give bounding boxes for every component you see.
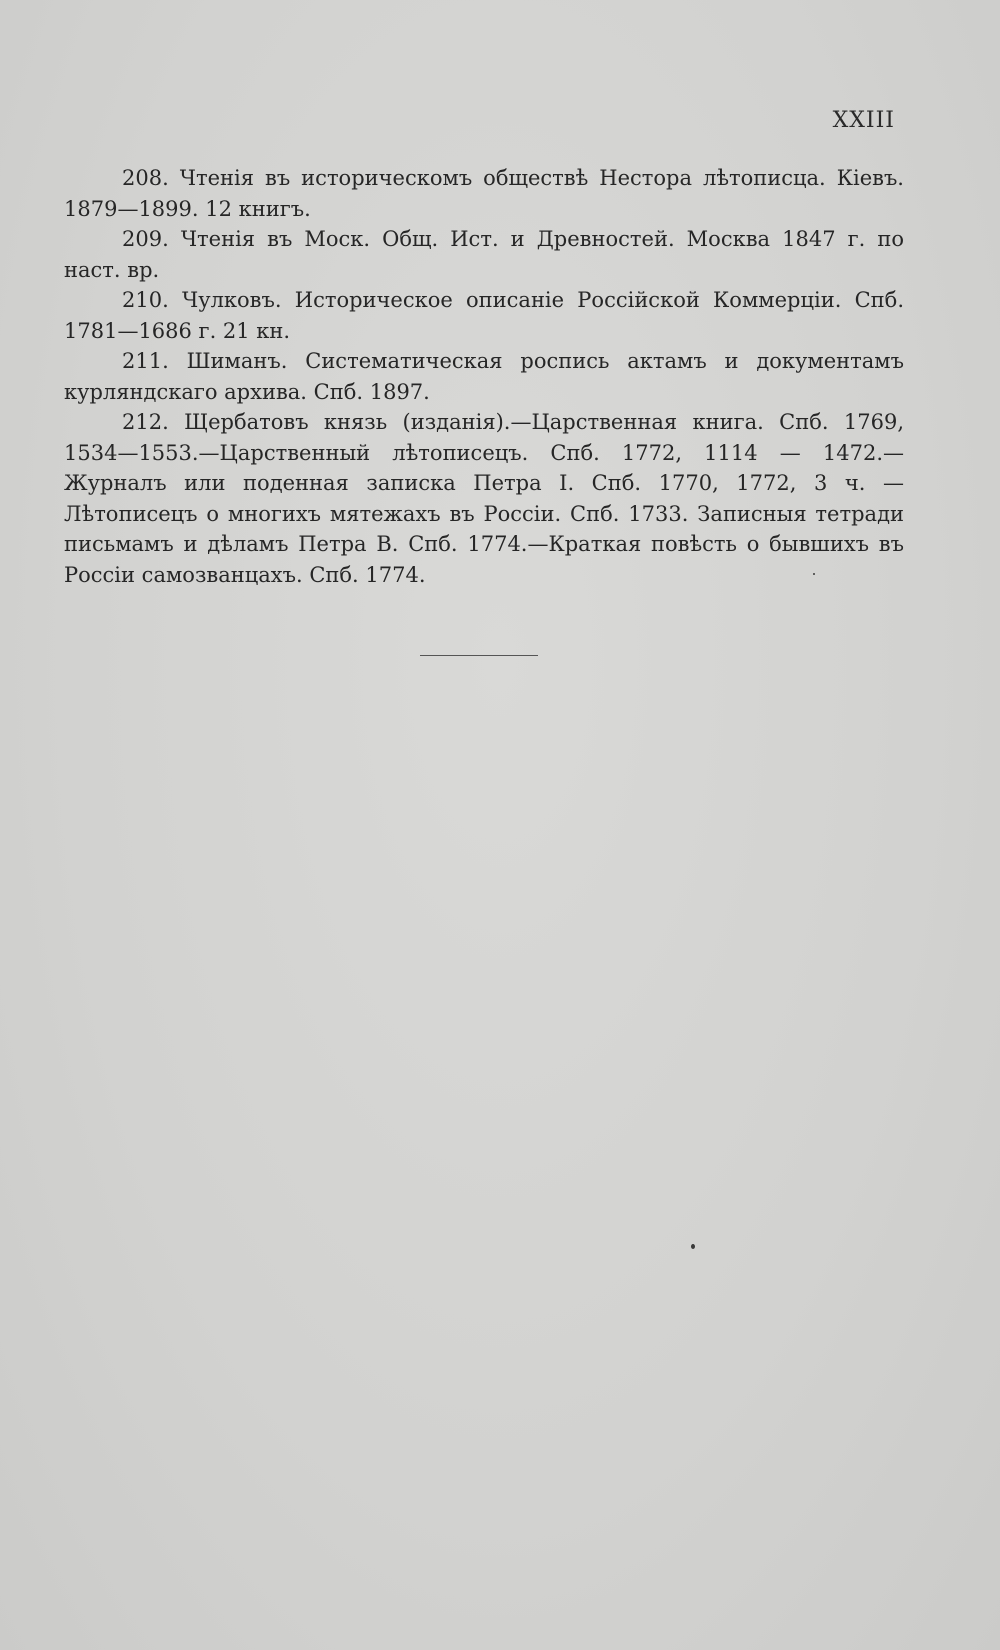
page-number: XXIII [832,108,895,133]
print-speck [813,573,815,575]
bibliography-entry-209: 209. Чтенія въ Моск. Общ. Ист. и Древностей. Москва 1847 г. по наст. вр. [64,227,904,282]
bibliography-entry-211: 211. Шиманъ. Систематическая роспись актамъ и документамъ курляндскаго архива. Спб. 1897. [64,349,904,404]
section-divider [420,655,538,656]
bibliography-list [64,163,904,590]
bibliography-entry-210: 210. Чулковъ. Историческое описаніе Россійской Коммерціи. Спб. 1781—1686 г. 21 кн. [64,288,904,343]
bibliography-entry-208: 208. Чтенія въ историческомъ обществѣ Нестора лѣтописца. Кіевъ. 1879—1899. 12 книгъ. [64,166,904,221]
bibliography-entry-212: 212. Щербатовъ князь (изданія).—Царственная книга. Спб. 1769, 1534—1553.—Царственный лѣтописецъ. Спб. 1772, 1114 — 1472.—Журналъ или поденная записка Петра I. Спб. 1770, 1772, 3 ч. —Лѣтописецъ о многихъ мятежахъ въ Россіи. Спб. 1733. Записныя тетради письмамъ и дѣламъ Петра В. Спб. 1774.—Краткая повѣсть о бывшихъ въ Россіи самозванцахъ. Спб. 1774. [64,410,904,587]
print-speck [691,1244,695,1249]
